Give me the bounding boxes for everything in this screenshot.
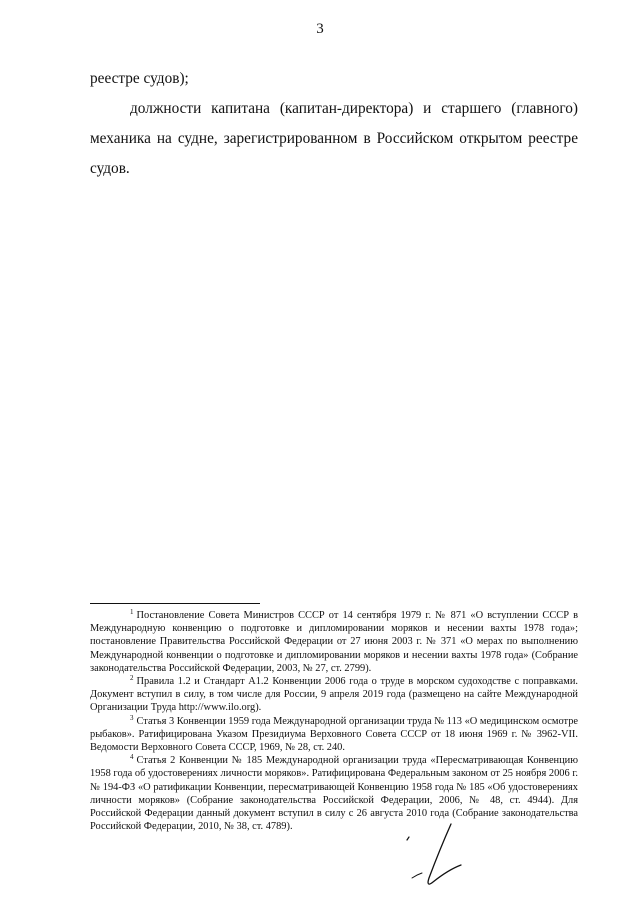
footnotes xyxy=(90,609,578,833)
signature-stroke-main xyxy=(428,824,461,884)
footnote-text: Правила 1.2 и Стандарт A1.2 Конвенции 2006 года о труде в морском судоходстве с поправками. Документ вступил в силу, в том числе для России, 9 апреля 2019 года (размещено на сайте Международной Организации Труда http://www.ilo.org). xyxy=(90,676,578,714)
footnote-text: Статья 3 Конвенции 1959 года Международной организации труда № 113 «О медицинском осмотре рыбаков». Ратифицирована Указом Президиума Верховного Совета СССР от 18 июня 1969 г. № 3962-VII. Ведомости Верховного Совета СССР, 1969, № 28, ст. 240. xyxy=(90,715,578,754)
page-number: 3 xyxy=(316,21,324,37)
body-text xyxy=(90,64,578,184)
footnote-4 xyxy=(90,754,578,833)
footnote-marker: 2 xyxy=(130,674,134,683)
body-paragraph-continuation: реестре судов); xyxy=(90,70,189,87)
footnote-marker: 4 xyxy=(130,753,134,762)
footnote-3 xyxy=(90,715,578,755)
footnote-separator xyxy=(90,603,260,604)
footnote-marker: 1 xyxy=(130,608,134,616)
footnote-text: Постановление Совета Министров СССР от 14 сентября 1979 г. № 871 «О вступлении СССР в Международную конвенцию о подготовке и дипломировании моряков и несении вахты 1978 года»; постановление Правительства Российской Федерации от 27 июня 2003 г. № 371 «О мерах по выполнению Международной конвенции о подготовке и дипломировании моряков и несении вахты 1978 года» (Собрание законодательства Российской Федерации, 2003, № 27, ст. 2799). xyxy=(90,610,578,674)
footnote-2 xyxy=(90,675,578,715)
signature-tail xyxy=(412,873,422,878)
footnote-1 xyxy=(90,609,578,675)
signature-mark xyxy=(395,818,495,898)
footnote-marker: 3 xyxy=(130,713,134,722)
signature-tick xyxy=(407,837,409,840)
footnote-text: Статья 2 Конвенции № 185 Международной организации труда «Пересматривающая Конвенцию 1958 года об удостоверениях личности моряков». Ратифицирована Федеральным законом от 25 ноября 2006 г. № 194-ФЗ «О ратификации Конвенции, пересматривающей Конвенцию 1958 года № 185 «Об удостоверениях личности моряков» (Собрание законодательства Российской Федерации, 2006, № 48, ст. 4944). Для Российской Федерации данный документ вступил в силу с 26 августа 2010 года (Собрание законодательства Российской Федерации, 2010, № 38, ст. 4789). xyxy=(90,755,578,833)
body-paragraph-positions: должности капитана (капитан-директора) и старшего (главного) механика на судне, зарегистрированном в Российском открытом реестре судов. xyxy=(90,100,578,177)
